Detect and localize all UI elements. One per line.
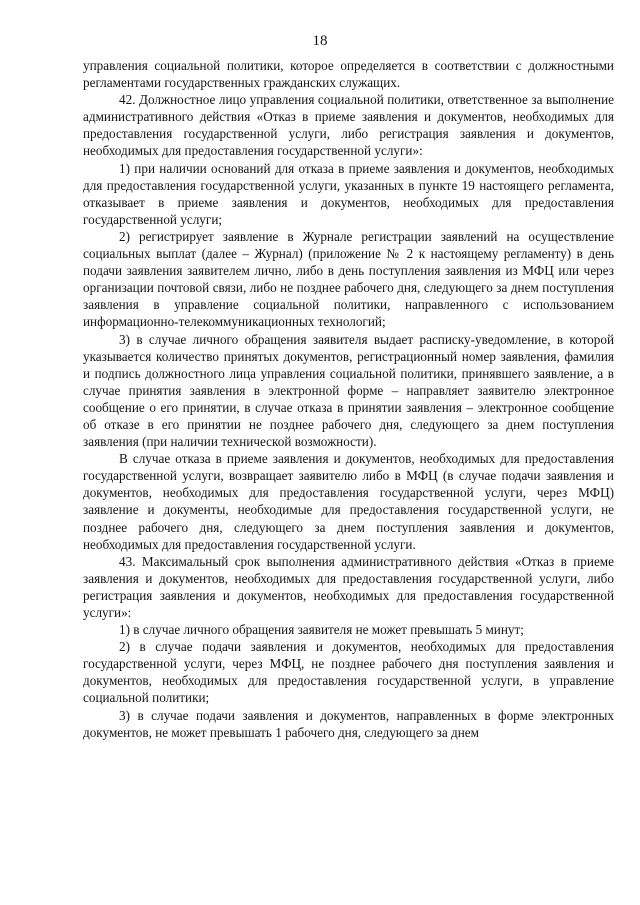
paragraph-subitem-42-3: 3) в случае личного обращения заявителя выдает расписку-уведомление, в которой указывается количество принятых документов, регистрационный номер заявления, фамилия и подпись должностного лица управления социальной политики, принявшего заявление, а в случае принятия заявления в электронной форме – направляет заявителю электронное сообщение о его принятии, в случае отказа в принятии заявления – электронное сообщение об отказе в его принятии не позднее рабочего дня, следующего за днем поступления заявления (при наличии технической возможности). <box>83 331 614 450</box>
paragraph-subitem-42-1: 1) при наличии оснований для отказа в приеме заявления и документов, необходимых для предоставления государственной услуги, указанных в пункте 19 настоящего регламента, отказывает в приеме заявления и документов, необходимых для предоставления государственной услуги; <box>83 160 614 227</box>
paragraph-refusal-return: В случае отказа в приеме заявления и документов, необходимых для предоставления государственной услуги, возвращает заявителю либо в МФЦ (в случае подачи заявления и документов, необходимых для предоставления государственной услуги, через МФЦ) заявление и документы, необходимые для предоставления государственной услуги, не позднее рабочего дня, следующего за днем поступления заявления и документов, необходимых для предоставления государственной услуги. <box>83 451 614 552</box>
document-body <box>83 57 614 741</box>
page-number: 18 <box>312 33 328 49</box>
paragraph-item-43: 43. Максимальный срок выполнения административного действия «Отказ в приеме заявления и документов, необходимых для предоставления государственной услуги, либо регистрация заявления и документов, необходимых для предоставления государственной услуги»: <box>83 553 614 620</box>
paragraph-continuation: управления социальной политики, которое определяется в соответствии с должностными регламентами государственных гражданских служащих. <box>83 58 614 91</box>
paragraph-subitem-43-3: 3) в случае подачи заявления и документов, направленных в форме электронных документов, не может превышать 1 рабочего дня, следующего за днем <box>83 707 614 740</box>
paragraph-subitem-42-2: 2) регистрирует заявление в Журнале регистрации заявлений на осуществление социальных выплат (далее – Журнал) (приложение № 2 к настоящему регламенту) в день подачи заявления заявителем лично, либо в день поступления заявления из МФЦ или через организации почтовой связи, либо не позднее рабочего дня, следующего за днем поступления заявления в управление социальной политики, направленного с использованием информационно-телекоммуникационных технологий; <box>83 228 614 330</box>
paragraph-subitem-43-2: 2) в случае подачи заявления и документов, необходимых для предоставления государственной услуги, через МФЦ, не позднее рабочего дня поступления заявления и документов, необходимых для предоставления государственной услуги, в управление социальной политики; <box>83 639 614 706</box>
paragraph-item-42: 42. Должностное лицо управления социальной политики, ответственное за выполнение административного действия «Отказ в приеме заявления и документов, необходимых для предоставления государственной услуги, либо регистрация заявления и документов, необходимых для предоставления государственной услуги»: <box>83 92 614 159</box>
paragraph-subitem-43-1: 1) в случае личного обращения заявителя не может превышать 5 минут; <box>119 622 524 638</box>
